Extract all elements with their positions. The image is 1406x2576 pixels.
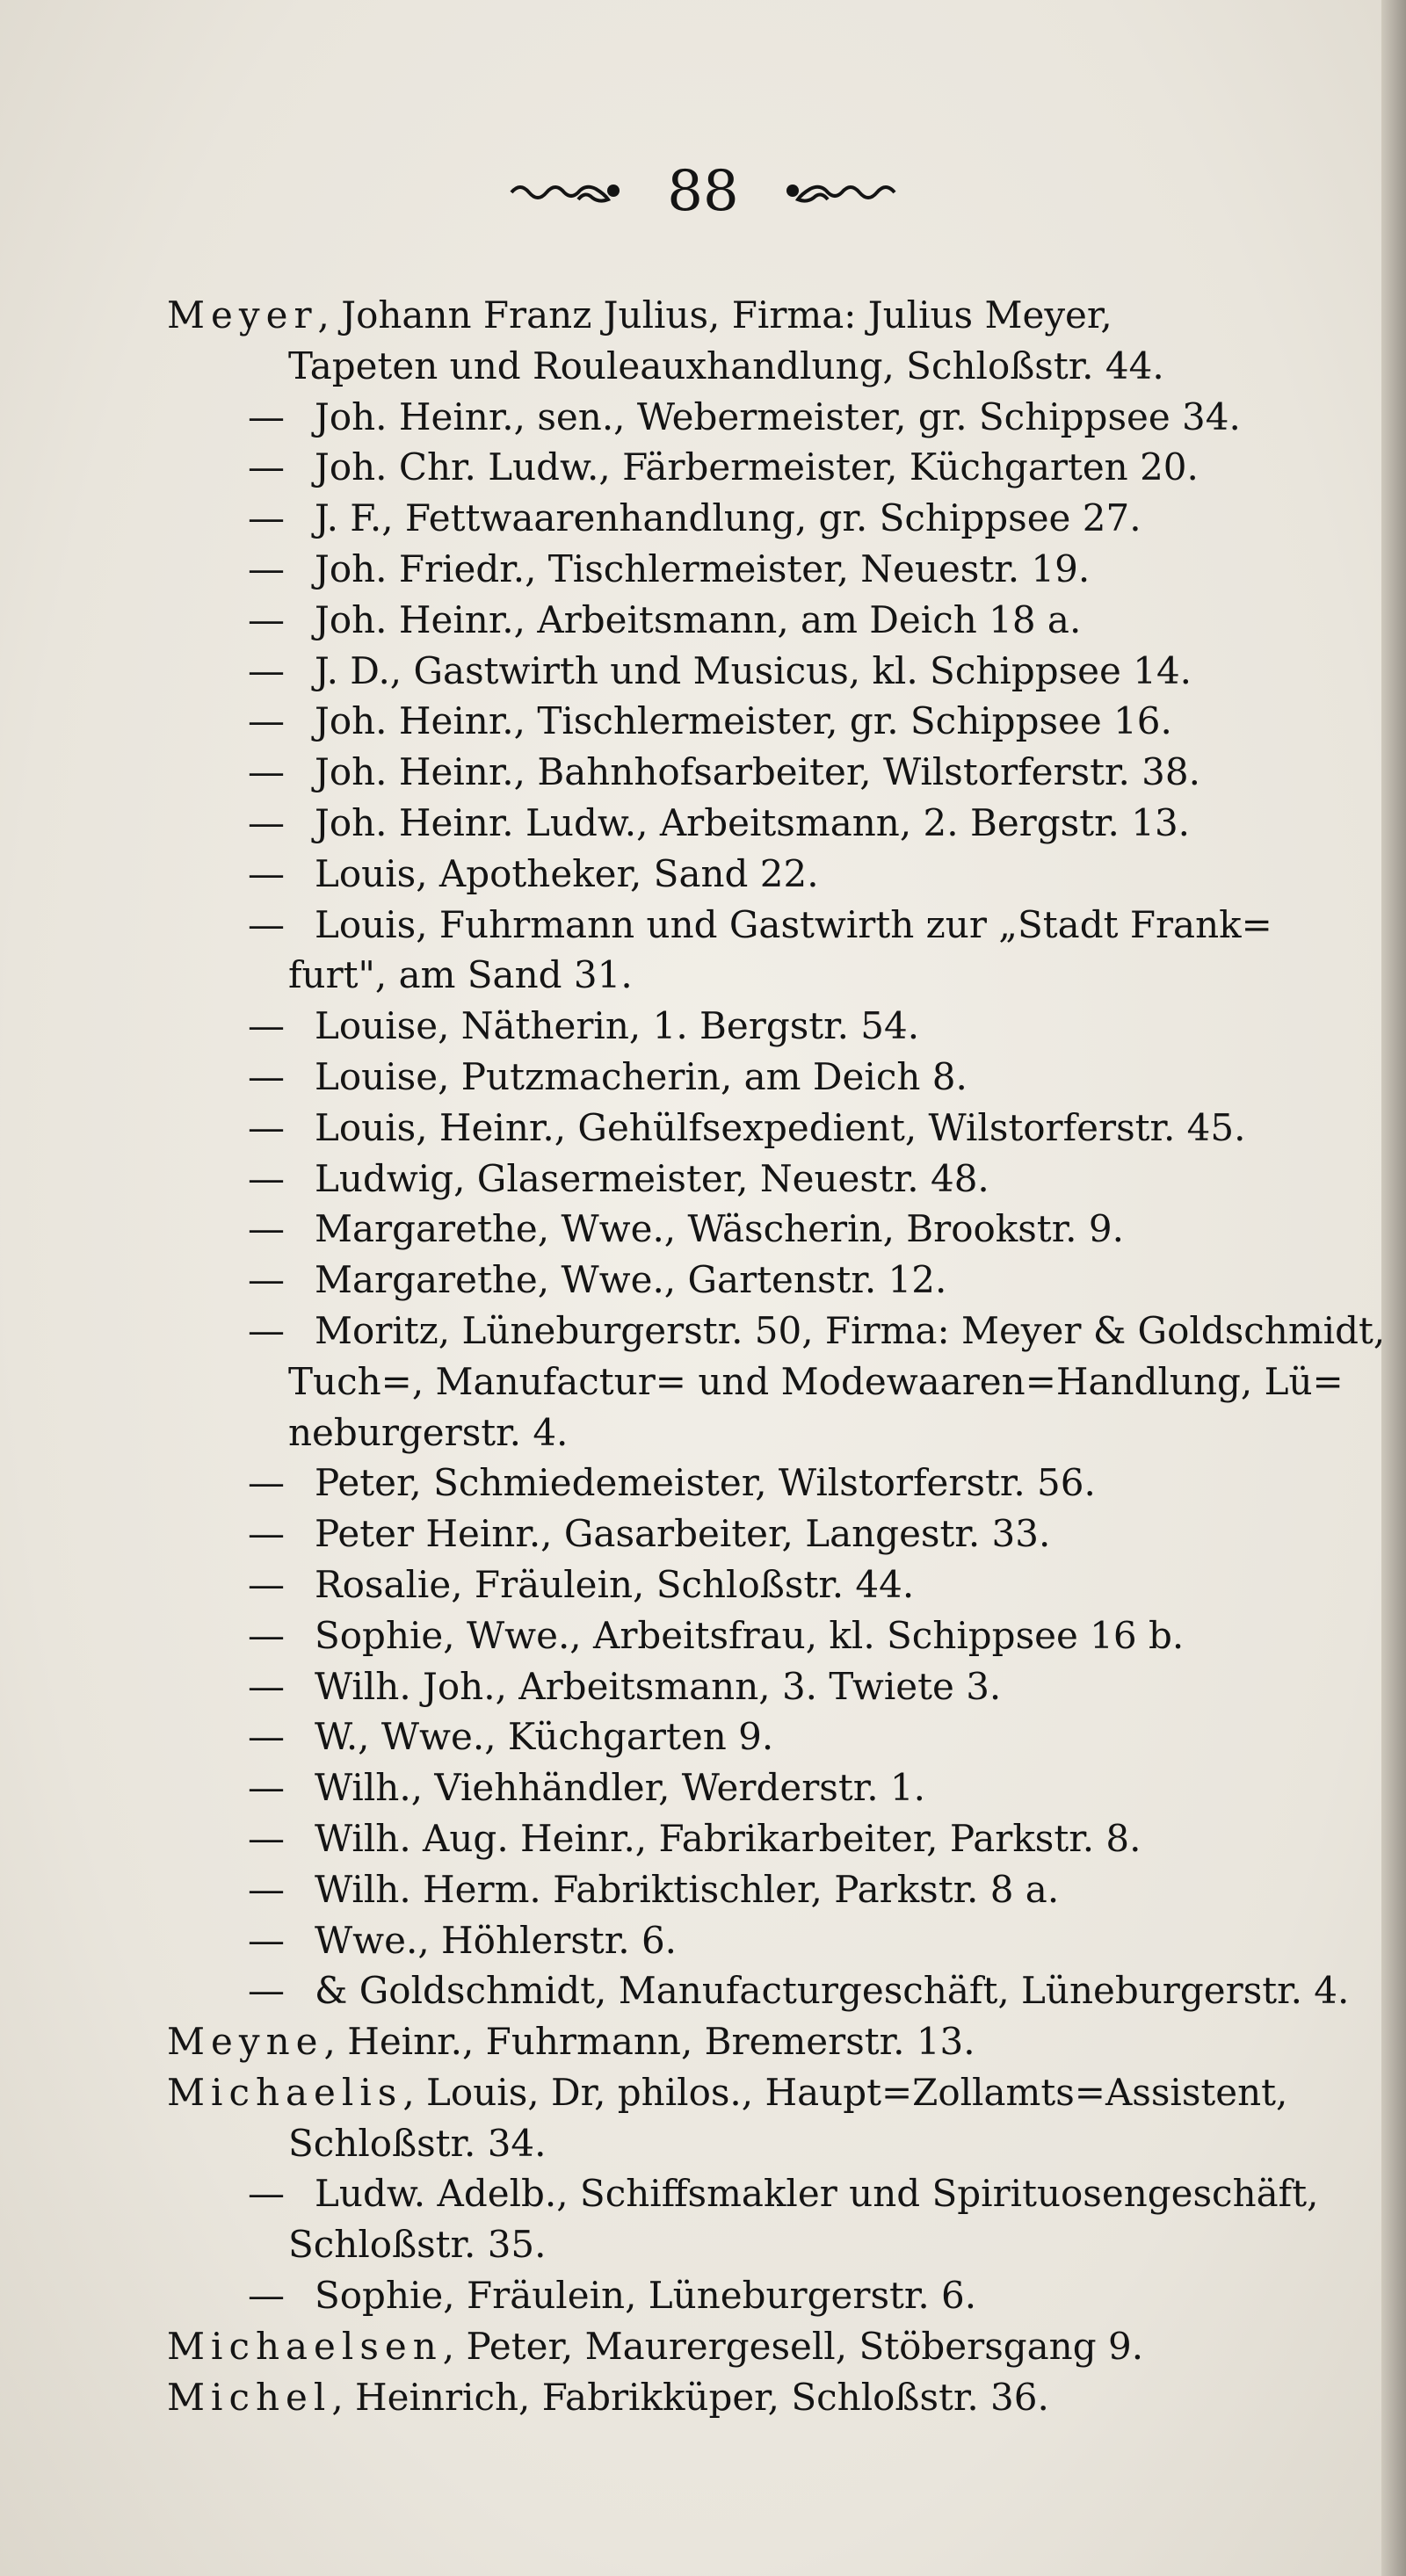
- entry-text: Joh. Heinr., sen., Webermeister, gr. Schippsee 34.: [315, 394, 1241, 438]
- ditto-dash: —: [248, 1664, 285, 1708]
- ditto-dash: —: [248, 597, 285, 641]
- entry-line-sub: [167, 1762, 1318, 1813]
- ditto-dash: —: [248, 496, 285, 540]
- entry-line-continuation: [167, 341, 1318, 392]
- entry-text: Joh. Heinr. Ludw., Arbeitsmann, 2. Bergstr. 13.: [315, 800, 1191, 844]
- entry-text: , Heinr., Fuhrmann, Bremerstr. 13.: [323, 2020, 975, 2064]
- ditto-dash: —: [248, 902, 285, 946]
- entry-line-sub: [167, 493, 1318, 544]
- entry-line-sub: [167, 798, 1318, 849]
- ditto-dash: —: [248, 1461, 285, 1505]
- ditto-dash: —: [248, 2172, 285, 2216]
- entry-text: Joh. Heinr., Bahnhofsarbeiter, Wilstorferstr. 38.: [315, 750, 1200, 794]
- entry-text: J. D., Gastwirth und Musicus, kl. Schippsee 14.: [315, 648, 1192, 692]
- entry-text: Moritz, Lüneburgerstr. 50, Firma: Meyer & Goldschmidt,: [315, 1308, 1386, 1352]
- entry-text: Rosalie, Fräulein, Schloßstr. 44.: [315, 1562, 915, 1606]
- ditto-dash: —: [248, 1562, 285, 1606]
- entry-line-continuation: [167, 2219, 1318, 2270]
- ditto-dash: —: [248, 546, 285, 590]
- entry-line-sub: [167, 696, 1318, 747]
- ditto-dash: —: [248, 1918, 285, 1962]
- entry-line-sub: [167, 2270, 1318, 2321]
- ditto-dash: —: [248, 1969, 285, 2013]
- ditto-dash: —: [248, 1105, 285, 1149]
- entry-text: , Heinrich, Fabrikküper, Schloßstr. 36.: [331, 2375, 1049, 2419]
- entry-surname: Michaelsen: [167, 2324, 443, 2368]
- ditto-dash: —: [248, 1715, 285, 1759]
- entry-line-sub: [167, 1001, 1318, 1052]
- entry-line-continuation: [167, 2118, 1318, 2169]
- entry-line-sub: [167, 1864, 1318, 1915]
- ditto-dash: —: [248, 2274, 285, 2318]
- entry-line-head: [167, 2016, 1318, 2067]
- entry-line-continuation: [167, 1357, 1344, 1407]
- entry-line-sub: [167, 1052, 1318, 1103]
- entry-line-sub: [167, 1255, 1318, 1306]
- ditto-dash: —: [248, 648, 285, 692]
- ornament-right-icon: [766, 178, 898, 205]
- entry-text: Joh. Heinr., Tischlermeister, gr. Schippsee 16.: [315, 699, 1172, 743]
- entry-text: J. F., Fettwaarenhandlung, gr. Schippsee 27.: [315, 496, 1141, 540]
- entry-text: Tuch=, Manufactur= und Modewaaren=Handlung, Lü=: [288, 1359, 1344, 1403]
- entry-line-sub: [167, 849, 1318, 900]
- entry-text: , Louis, Dr, philos., Haupt=Zollamts=Assistent,: [402, 2070, 1288, 2114]
- entry-line-head: [167, 290, 1318, 341]
- entry-surname: Meyer: [167, 293, 318, 336]
- ditto-dash: —: [248, 1308, 285, 1352]
- ditto-dash: —: [248, 1512, 285, 1556]
- entry-line-sub: [167, 1711, 1318, 1762]
- entry-text: Wilh. Aug. Heinr., Fabrikarbeiter, Parkstr. 8.: [315, 1816, 1141, 1860]
- ditto-dash: —: [248, 750, 285, 794]
- ditto-dash: —: [248, 1054, 285, 1098]
- entry-text: , Johann Franz Julius, Firma: Julius Meyer,: [317, 293, 1112, 336]
- entry-line-sub: [167, 1154, 1318, 1205]
- entry-text: Peter, Schmiedemeister, Wilstorferstr. 56.: [315, 1461, 1096, 1505]
- entry-text: furt", am Sand 31.: [288, 953, 633, 997]
- page-header: [0, 148, 1406, 235]
- entry-line-sub: [167, 1965, 1350, 2016]
- page-number: 88: [667, 159, 739, 224]
- entry-line-sub: [167, 392, 1318, 443]
- entry-text: Wilh. Herm. Fabriktischler, Parkstr. 8 a.: [315, 1867, 1060, 1911]
- entry-text: Wilh., Viehhändler, Werderstr. 1.: [315, 1766, 925, 1810]
- entry-text: neburgerstr. 4.: [288, 1410, 569, 1454]
- entry-line-sub: [167, 595, 1318, 646]
- ditto-dash: —: [248, 1867, 285, 1911]
- entry-text: W., Wwe., Küchgarten 9.: [315, 1715, 774, 1759]
- entry-line-sub: [167, 442, 1318, 493]
- ditto-dash: —: [248, 1207, 285, 1251]
- entry-text: Schloßstr. 35.: [288, 2223, 547, 2267]
- ditto-dash: —: [248, 394, 285, 438]
- entry-surname: Michaelis: [167, 2070, 403, 2114]
- entry-line-continuation: [167, 950, 1318, 1001]
- entry-line-sub: [167, 646, 1318, 697]
- ditto-dash: —: [248, 1816, 285, 1860]
- directory-entries: [167, 290, 1386, 2422]
- ditto-dash: —: [248, 851, 285, 895]
- entry-text: Ludwig, Glasermeister, Neuestr. 48.: [315, 1156, 989, 1200]
- entry-text: Peter Heinr., Gasarbeiter, Langestr. 33.: [315, 1512, 1051, 1556]
- entry-line-sub: [167, 544, 1318, 595]
- entry-text: Louis, Fuhrmann und Gastwirth zur „Stadt Frank=: [315, 902, 1272, 946]
- ditto-dash: —: [248, 1156, 285, 1200]
- entry-text: Joh. Friedr., Tischlermeister, Neuestr. 19.: [315, 546, 1091, 590]
- ditto-dash: —: [248, 800, 285, 844]
- entry-line-continuation: [167, 1407, 1318, 1458]
- entry-text: Ludw. Adelb., Schiffsmakler und Spirituosengeschäft,: [315, 2172, 1319, 2216]
- entry-line-sub: [167, 1509, 1318, 1559]
- ornament-left-icon: [508, 178, 640, 205]
- entry-text: Sophie, Fräulein, Lüneburgerstr. 6.: [315, 2274, 977, 2318]
- entry-line-head: [167, 2321, 1318, 2372]
- ditto-dash: —: [248, 445, 285, 489]
- entry-text: Louise, Putzmacherin, am Deich 8.: [315, 1054, 968, 1098]
- ditto-dash: —: [248, 1613, 285, 1657]
- entry-line-sub: [167, 1661, 1318, 1712]
- entry-line-sub: [167, 1559, 1318, 1610]
- entry-text: & Goldschmidt, Manufacturgeschäft, Lüneburgerstr. 4.: [315, 1969, 1350, 2013]
- entry-text: Sophie, Wwe., Arbeitsfrau, kl. Schippsee 16 b.: [315, 1613, 1185, 1657]
- entry-text: Margarethe, Wwe., Gartenstr. 12.: [315, 1258, 947, 1302]
- entry-line-sub: [167, 2168, 1318, 2219]
- entry-surname: Michel: [167, 2375, 332, 2419]
- entry-line-head: [167, 2372, 1318, 2423]
- entry-line-sub: [167, 1103, 1318, 1154]
- entry-text: Margarethe, Wwe., Wäscherin, Brookstr. 9.: [315, 1207, 1124, 1251]
- entry-line-sub: [167, 1458, 1318, 1509]
- entry-line-sub: [167, 1915, 1318, 1966]
- entry-text: Wilh. Joh., Arbeitsmann, 3. Twiete 3.: [315, 1664, 1002, 1708]
- entry-text: Joh. Chr. Ludw., Färbermeister, Küchgarten 20.: [315, 445, 1199, 489]
- ditto-dash: —: [248, 1004, 285, 1048]
- entry-text: Wwe., Höhlerstr. 6.: [315, 1918, 678, 1962]
- entry-text: Schloßstr. 34.: [288, 2121, 547, 2165]
- ditto-dash: —: [248, 1258, 285, 1302]
- entry-text: , Peter, Maurergesell, Stöbersgang 9.: [442, 2324, 1144, 2368]
- entry-text: Tapeten und Rouleauxhandlung, Schloßstr. 44.: [288, 344, 1164, 387]
- entry-text: Louis, Heinr., Gehülfsexpedient, Wilstorferstr. 45.: [315, 1105, 1246, 1149]
- entry-line-sub: [167, 900, 1318, 951]
- entry-line-sub: [167, 1204, 1318, 1255]
- entry-surname: Meyne: [167, 2020, 324, 2064]
- entry-line-sub: [167, 1610, 1318, 1661]
- entry-text: Joh. Heinr., Arbeitsmann, am Deich 18 a.: [315, 597, 1082, 641]
- page-edge: [1381, 0, 1406, 2576]
- entry-line-sub: [167, 1306, 1386, 1357]
- entry-line-sub: [167, 747, 1318, 798]
- ditto-dash: —: [248, 699, 285, 743]
- entry-line-head: [167, 2067, 1318, 2118]
- entry-text: Louise, Nätherin, 1. Bergstr. 54.: [315, 1004, 920, 1048]
- ditto-dash: —: [248, 1766, 285, 1810]
- entry-line-sub: [167, 1813, 1318, 1864]
- entry-text: Louis, Apotheker, Sand 22.: [315, 851, 819, 895]
